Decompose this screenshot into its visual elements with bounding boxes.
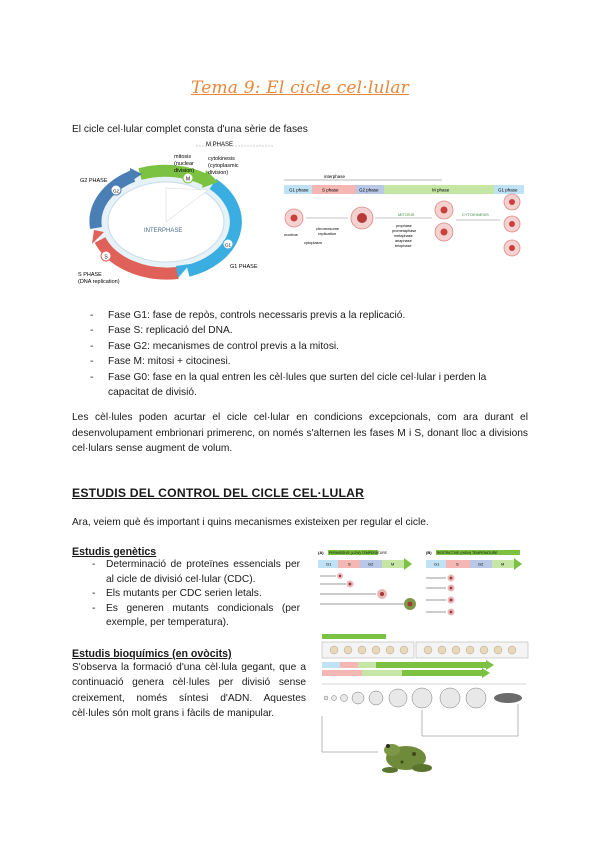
- oocyte-diagram: [318, 632, 530, 778]
- prometaphase-label: prometaphase: [392, 229, 417, 233]
- cyto-division-label: division): [208, 170, 229, 176]
- mitosis-caption: MITOSIS: [398, 212, 415, 217]
- tl-a-g1: G1: [326, 561, 332, 567]
- band-s: S phase: [322, 187, 339, 193]
- genetic-studies-heading: Estudis genètics: [72, 546, 157, 558]
- band-g1b: G1 phase: [498, 187, 518, 193]
- biochem-studies-heading: Estudis bioquímics (en ovòcits): [72, 648, 232, 660]
- anaphase-label: anaphase: [395, 239, 412, 243]
- intro-text: El cicle cel·lular complet consta d'una sèrie de fases: [72, 124, 308, 135]
- band-g1: G1 phase: [289, 187, 309, 193]
- cytoplasmic-label: (cytoplasmic: [208, 163, 239, 169]
- prophase-label: prophase: [396, 224, 412, 228]
- permissive-label: PERMISSIVE (LOW) TEMPERATURE: [329, 551, 387, 555]
- interphase-label: INTERPHASE: [144, 228, 183, 234]
- tl-b-g1: G1: [434, 561, 440, 567]
- dna-replication-label: (DNA replication): [78, 279, 120, 285]
- phase-item-g1: - Fase G1: fase de repòs, controls necessaris previs a la replicació.: [90, 308, 526, 323]
- section-heading: ESTUDIS DEL CONTROL DEL CICLE CEL·LULAR: [72, 486, 365, 500]
- tl-a-m: M: [391, 561, 395, 567]
- restrictive-label: RESTRICTIVE (HIGH) TEMPERATURE: [437, 551, 498, 555]
- genetic-list: [90, 558, 300, 631]
- g2-arc-label: G2: [112, 188, 120, 194]
- cytokinesis-label: cytokinesis: [208, 156, 235, 162]
- phase-item-g2: - Fase G2: mecanismes de control previs a la mitosi.: [90, 339, 526, 354]
- nucleus-label: nucleus: [284, 232, 298, 237]
- phase-item-g0: - Fase G0: fase en la qual entren les cèl·lules que surten del cicle cel·lular i perden la capacitat de divisió.: [90, 370, 526, 401]
- telophase-label: telophase: [395, 244, 412, 248]
- biochem-text: S'observa la formació d'una cèl·lula gegant, que a continuació genera cèl·lules per divisió sense creixement, només síntesi d'ADN. Aquestes cèl·lules són molt grans i fàcils de manipular.: [72, 662, 306, 720]
- cytoplasm-label: cytoplasm: [304, 240, 323, 245]
- frog-icon: [382, 744, 432, 773]
- phase-item-m: - Fase M: mitosi + citocinesi.: [90, 354, 526, 369]
- page-title: Tema 9: El cicle cel·lular: [190, 78, 410, 98]
- g1-phase-label: G1 PHASE: [230, 264, 258, 270]
- cytokinesis-caption: CYTOKINESIS: [462, 212, 489, 217]
- s-phase-label: S PHASE: [78, 272, 102, 278]
- phase-list: [90, 308, 526, 400]
- timeline-b: [426, 558, 522, 570]
- band-m: M phase: [432, 187, 450, 193]
- band-g2: G2 phase: [359, 187, 379, 193]
- tl-b-s: S: [456, 561, 459, 567]
- tl-a-g2: G2: [368, 561, 374, 567]
- m-phase-label: M PHASE: [206, 142, 234, 148]
- paragraph-embryonic: Les cèl·lules poden acurtar el cicle cel·lular en condicions excepcionals, com ara durant el desenvolupament embrionari primerenc, on només s'alternen les fases M i S, donant lloc a divisions cel·lulars sense augment de volum.: [72, 412, 528, 454]
- genetic-item: - Els mutants per CDC serien letals.: [90, 587, 300, 602]
- m-arc-label: M: [185, 176, 191, 183]
- g1-arc-label: G1: [224, 242, 232, 248]
- g2-phase-label: G2 PHASE: [80, 178, 108, 184]
- mutant-diagram: [316, 548, 530, 628]
- chromosome-label: chromosome: [316, 226, 340, 231]
- metaphase-label: metaphase: [394, 234, 413, 238]
- cell-cycle-diagram: [78, 140, 278, 290]
- tl-b-m: M: [501, 561, 505, 567]
- genetic-item: - Determinació de proteïnes essencials per al cicle de divisió cel·lular (CDC).: [90, 558, 300, 587]
- interphase-top-label: interphase: [324, 174, 346, 179]
- nuclear-label: (nuclear: [174, 161, 194, 167]
- phase-item-s: - Fase S: replicació del DNA.: [90, 323, 526, 338]
- genetic-item: - Es generen mutants condicionals (per exemple, per temperatura).: [90, 602, 300, 631]
- replication-label: replication: [318, 231, 337, 236]
- panel-b-label: (B): [426, 550, 432, 555]
- section-intro: Ara, veiem què és important i quins mecanismes existeixen per regular el cicle.: [72, 517, 429, 528]
- linear-cycle-diagram: [282, 172, 526, 272]
- tl-a-s: S: [348, 561, 351, 567]
- timeline-a: [318, 558, 412, 570]
- division-label: division): [174, 168, 195, 174]
- panel-a-label: (A): [318, 550, 324, 555]
- s-arc-label: S: [104, 254, 108, 261]
- mitosis-label: mitosis: [174, 154, 192, 160]
- tl-b-g2: G2: [478, 561, 484, 567]
